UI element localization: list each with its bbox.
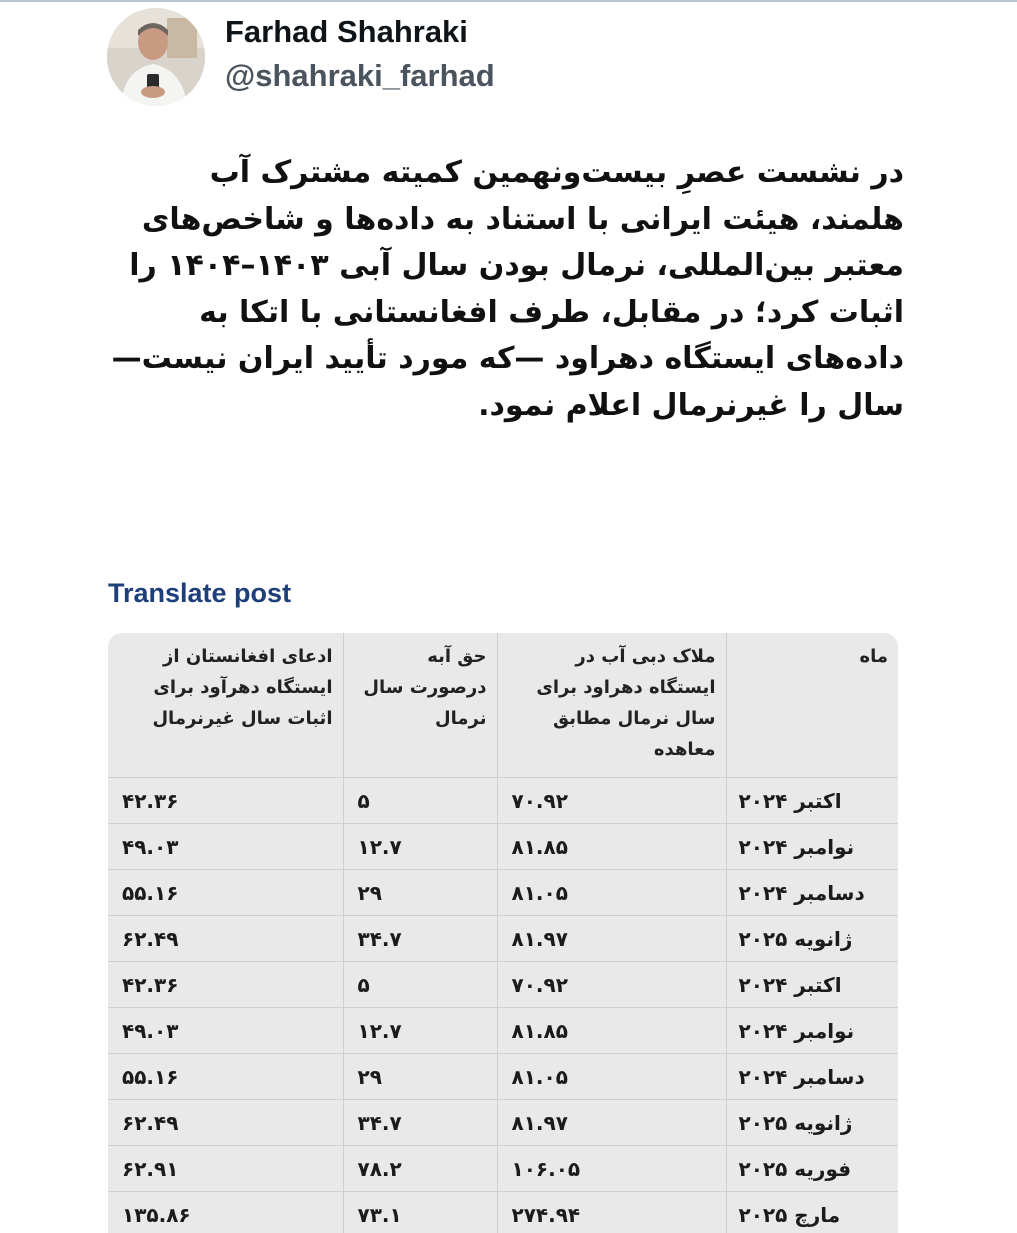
- cell-share: ۷۸.۲: [343, 1146, 497, 1192]
- cell-criterion: ۸۱.۰۵: [497, 1054, 726, 1100]
- water-data-table: [108, 633, 898, 1233]
- cell-month: فوریه ۲۰۲۵: [726, 1146, 898, 1192]
- table-row: [108, 870, 898, 916]
- cell-month: اکتبر ۲۰۲۴: [726, 778, 898, 824]
- cell-claim: ۴۹.۰۳: [108, 824, 343, 870]
- header-month: ماه: [726, 633, 898, 778]
- cell-claim: ۶۲.۴۹: [108, 1100, 343, 1146]
- cell-claim: ۴۹.۰۳: [108, 1008, 343, 1054]
- table-row: [108, 1054, 898, 1100]
- cell-month: دسامبر ۲۰۲۴: [726, 870, 898, 916]
- cell-share: ۲۹: [343, 870, 497, 916]
- cell-criterion: ۸۱.۸۵: [497, 1008, 726, 1054]
- cell-month: دسامبر ۲۰۲۴: [726, 1054, 898, 1100]
- author-name[interactable]: Farhad Shahraki: [225, 14, 468, 50]
- cell-criterion: ۷۰.۹۲: [497, 962, 726, 1008]
- cell-claim: ۵۵.۱۶: [108, 1054, 343, 1100]
- cell-share: ۵: [343, 778, 497, 824]
- cell-share: ۳۴.۷: [343, 916, 497, 962]
- cell-month: نوامبر ۲۰۲۴: [726, 1008, 898, 1054]
- cell-month: مارچ ۲۰۲۵: [726, 1192, 898, 1233]
- table-row: [108, 778, 898, 824]
- cell-claim: ۶۲.۴۹: [108, 916, 343, 962]
- cell-share: ۳۴.۷: [343, 1100, 497, 1146]
- cell-claim: ۴۲.۳۶: [108, 778, 343, 824]
- table-row: [108, 1146, 898, 1192]
- header-claim: ادعای افغانستان از ایستگاه دهرآود برای اثبات سال غیرنرمال: [108, 633, 343, 778]
- table-row: [108, 1008, 898, 1054]
- table-row: [108, 916, 898, 962]
- cell-claim: ۱۳۵.۸۶: [108, 1192, 343, 1233]
- cell-criterion: ۲۷۴.۹۴: [497, 1192, 726, 1233]
- cell-month: نوامبر ۲۰۲۴: [726, 824, 898, 870]
- cell-share: ۵: [343, 962, 497, 1008]
- cell-share: ۱۲.۷: [343, 1008, 497, 1054]
- table-row: [108, 962, 898, 1008]
- cell-criterion: ۱۰۶.۰۵: [497, 1146, 726, 1192]
- post-image-table[interactable]: [108, 633, 898, 1233]
- cell-claim: ۵۵.۱۶: [108, 870, 343, 916]
- cell-criterion: ۷۰.۹۲: [497, 778, 726, 824]
- table-header-row: [108, 633, 898, 778]
- cell-month: اکتبر ۲۰۲۴: [726, 962, 898, 1008]
- table-row: [108, 1192, 898, 1233]
- cell-share: ۲۹: [343, 1054, 497, 1100]
- post-text: در نشست عصرِ بیست‌ونهمین کمیته مشترک آب هلمند، هیئت ایرانی با استناد به داده‌ها و شاخص‌های معتبر بین‌المللی، نرمال بودن سال آبی ۱۴۰۳–۱۴۰۴ را اثبات کرد؛ در مقابل، طرف افغانستانی با اتکا به داده‌های ایستگاه دهراود —که مورد تأیید ایران نیست—سال را غیرنرمال اعلام نمود.: [108, 150, 904, 430]
- cell-criterion: ۸۱.۹۷: [497, 916, 726, 962]
- table-row: [108, 824, 898, 870]
- cell-month: ژانویه ۲۰۲۵: [726, 1100, 898, 1146]
- top-divider: [0, 0, 1017, 2]
- table-row: [108, 1100, 898, 1146]
- cell-claim: ۴۲.۳۶: [108, 962, 343, 1008]
- cell-criterion: ۸۱.۸۵: [497, 824, 726, 870]
- cell-share: ۱۲.۷: [343, 824, 497, 870]
- header-share: حق آبه درصورت سال نرمال: [343, 633, 497, 778]
- cell-month: ژانویه ۲۰۲۵: [726, 916, 898, 962]
- cell-criterion: ۸۱.۹۷: [497, 1100, 726, 1146]
- profile-photo-icon[interactable]: [107, 8, 205, 106]
- cell-share: ۷۳.۱: [343, 1192, 497, 1233]
- cell-criterion: ۸۱.۰۵: [497, 870, 726, 916]
- cell-claim: ۶۲.۹۱: [108, 1146, 343, 1192]
- translate-post-link[interactable]: Translate post: [108, 578, 291, 609]
- header-criterion: ملاک دبی آب در ایستگاه دهراود برای سال نرمال مطابق معاهده: [497, 633, 726, 778]
- author-handle[interactable]: @shahraki_farhad: [225, 58, 495, 94]
